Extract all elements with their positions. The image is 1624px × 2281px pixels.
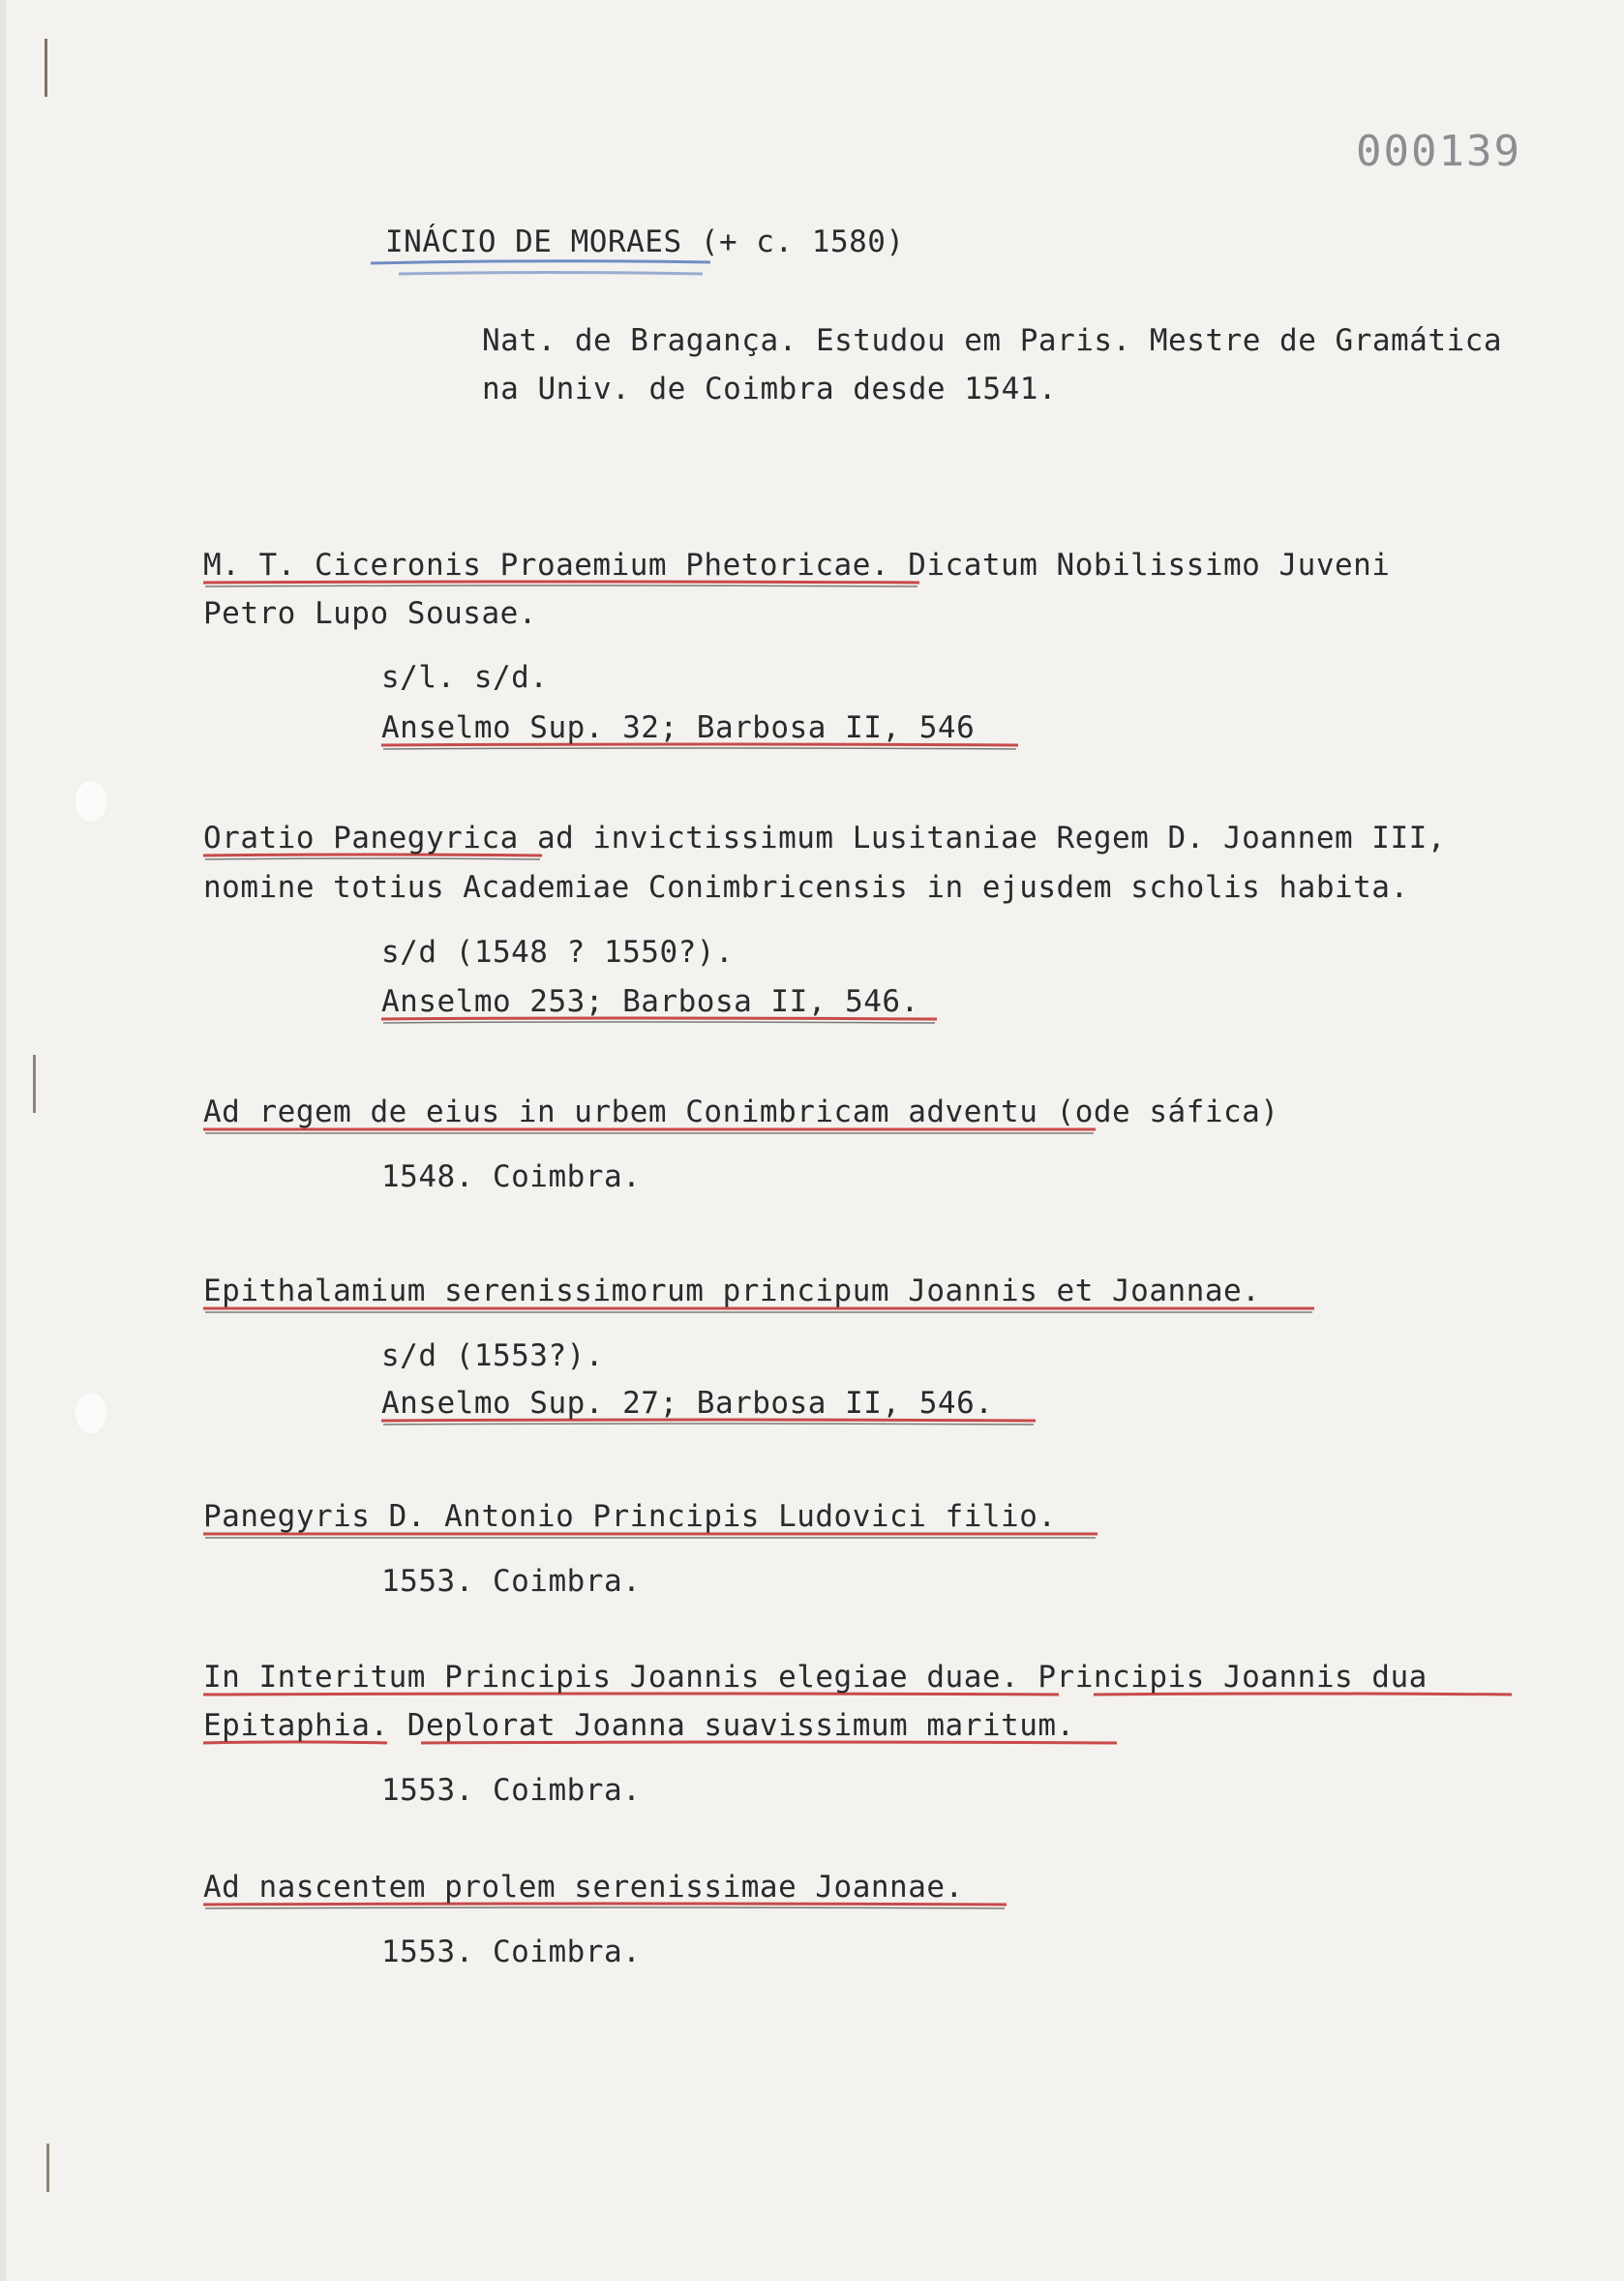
author-dates: (+ c. 1580) [700, 225, 905, 259]
entry-title-line: Petro Lupo Sousae. [203, 596, 537, 631]
serial-number-stamp: 000139 [1356, 127, 1521, 176]
entry-title-line: nomine totius Academiae Conimbricensis in ejusdem scholis habita. [203, 870, 1409, 905]
entry-reference: Anselmo Sup. 27; Barbosa II, 546. [381, 1386, 994, 1421]
entry-title-line: Oratio Panegyrica ad invictissimum Lusitaniae Regem D. Joannem III, [203, 821, 1446, 855]
bio-line: Nat. de Bragança. Estudou em Paris. Mestre de Gramática [482, 323, 1502, 358]
entry-title-line: Panegyris D. Antonio Principis Ludovici filio. [203, 1499, 1057, 1534]
entry-imprint: 1553. Coimbra. [381, 1773, 642, 1808]
punch-hole [74, 779, 108, 824]
entry-reference: Anselmo 253; Barbosa II, 546. [381, 984, 919, 1019]
entry-title-line: Ad nascentem prolem serenissimae Joannae. [203, 1870, 964, 1905]
punch-hole [74, 1391, 108, 1435]
page-edge [0, 0, 6, 2281]
bio-line: na Univ. de Coimbra desde 1541. [482, 372, 1058, 406]
entry-reference: Anselmo Sup. 32; Barbosa II, 546 [381, 710, 976, 745]
author-name: INÁCIO DE MORAES [385, 225, 682, 259]
entry-title-line: Epitaphia. Deplorat Joanna suavissimum maritum. [203, 1708, 1075, 1743]
margin-mark [33, 1055, 39, 1113]
margin-mark [45, 39, 51, 97]
author-heading [385, 223, 905, 261]
entry-title-line: In Interitum Principis Joannis elegiae duae. Principis Joannis dua [203, 1660, 1428, 1695]
entry-title-line: Ad regem de eius in urbem Conimbricam adventu (ode sáfica) [203, 1095, 1279, 1129]
margin-mark [46, 2144, 52, 2192]
entry-title-line: Epithalamium serenissimorum principum Joannis et Joannae. [203, 1274, 1261, 1308]
entry-imprint: s/l. s/d. [381, 660, 549, 695]
entry-imprint: 1553. Coimbra. [381, 1935, 642, 1969]
entry-imprint: 1553. Coimbra. [381, 1564, 642, 1599]
entry-imprint: s/d (1548 ? 1550?). [381, 935, 735, 970]
entry-title-line: M. T. Ciceronis Proaemium Phetoricae. Dicatum Nobilissimo Juveni [203, 548, 1391, 583]
entry-imprint: 1548. Coimbra. [381, 1159, 642, 1194]
entry-imprint: s/d (1553?). [381, 1338, 604, 1373]
